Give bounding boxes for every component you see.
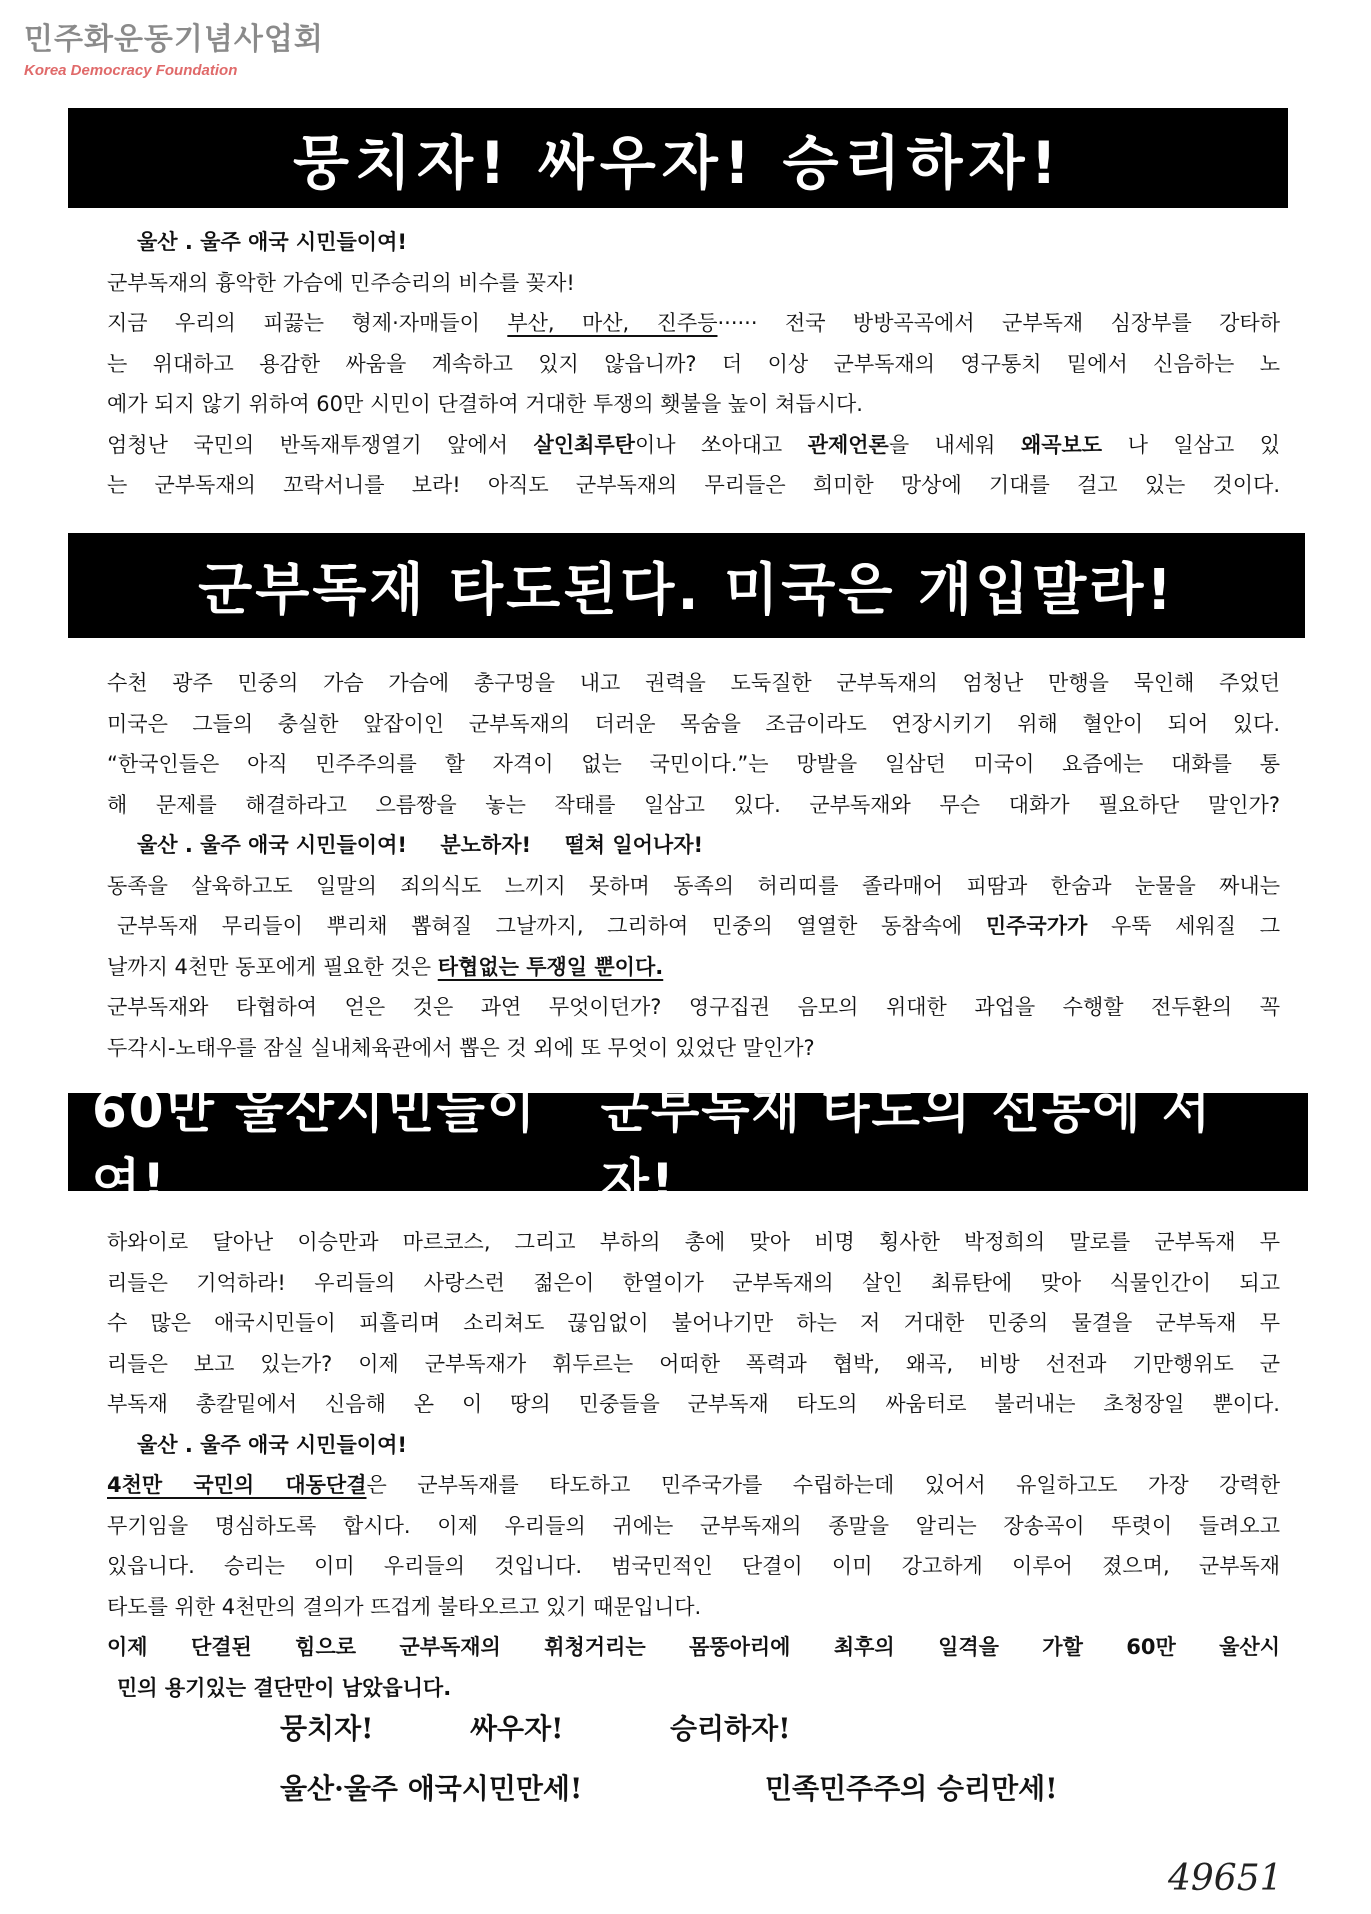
closing-slogan-citizens: 울산·울주 애국시민만세! xyxy=(280,1772,583,1805)
s3-line-12: 민의 용기있는 결단만이 남았읍니다. xyxy=(117,1675,452,1700)
s2-line-5: 울산 . 울주 애국 시민들이여! 분노하자! 떨쳐 일어나자! xyxy=(137,833,704,857)
s3-line-6: 울산 . 울주 애국 시민들이여! xyxy=(137,1432,407,1457)
s3-line-1: 하와이로 달아난 이승만과 마르코스, 그리고 부하의 총에 맞아 비명 횡사한 박정희의 말로를 군부독재 무 xyxy=(107,1230,1280,1254)
s3-line-5: 부독재 총칼밑에서 신음해 온 이 땅의 민중들을 군부독재 타도의 싸움터로 불러내는 초청장일 뿐이다. xyxy=(107,1392,1280,1416)
s1-line-4: 는 위대하고 용감한 싸움을 계속하고 있지 않읍니까? 더 이상 군부독재의 영구통치 밑에서 신음하는 노 xyxy=(107,351,1280,376)
foundation-logo-korean: 민주화운동기념사업회 xyxy=(24,22,324,57)
s2-line-2: 미국은 그들의 충실한 앞잡이인 군부독재의 더러운 목숨을 조금이라도 연장시키기 위해 혈안이 되어 있다. xyxy=(107,711,1280,736)
s2-line-6: 동족을 살육하고도 일말의 죄의식도 느끼지 못하며 동족의 허리띠를 졸라매어 피땀과 한숨과 눈물을 짜내는 xyxy=(107,873,1280,898)
s1-line-3: 지금 우리의 피끓는 형제·자매들이 부산, 마산, 진주등······ 전국 방방곡곡에서 군부독재 심장부를 강타하 xyxy=(107,311,1280,335)
s2-line-7: 군부독재 무리들이 뿌리채 뽑혀질 그날까지, 그리하여 민중의 열열한 동참속에 민주국가가 우뚝 세워질 그 xyxy=(117,914,1280,938)
headline-banner-1 xyxy=(68,108,1288,208)
foundation-logo-english: Korea Democracy Foundation xyxy=(24,62,238,79)
section-1 xyxy=(107,222,1280,506)
s2-line-10: 두각시-노태우를 잠실 실내체육관에서 뽑은 것 외에 또 무엇이 있었단 말인가? xyxy=(107,1035,815,1060)
s3-line-9: 있읍니다. 승리는 이미 우리들의 것입니다. 범국민적인 단결이 이미 강고하게 이루어 졌으며, 군부독재 xyxy=(107,1554,1280,1578)
headline-1-text: 뭉치자! 싸우자! 승리하자! xyxy=(292,129,1064,197)
s3-line-10: 타도를 위한 4천만의 결의가 뜨겁게 불타오르고 있기 때문입니다. xyxy=(107,1594,702,1619)
headline-banner-3 xyxy=(68,1081,1308,1211)
headline-3-left: 60만 울산시민들이여! xyxy=(92,1081,538,1211)
s1-line-6: 엄청난 국민의 반독재투쟁열기 앞에서 살인최루탄이나 쏘아대고 관제언론을 내세워 왜곡보도 나 일삼고 있 xyxy=(107,432,1280,457)
s1-line-1: 울산 . 울주 애국 시민들이여! xyxy=(137,230,407,254)
headline-3-right: 군부독재 타도의 선봉에 서자! xyxy=(600,1081,1213,1211)
s2-line-4: 해 문제를 해결하라고 으름짱을 놓는 작태를 일삼고 있다. 군부독재와 무슨 대화가 필요하단 말인가? xyxy=(107,792,1280,817)
section-3 xyxy=(107,1222,1280,1708)
s1-line-5: 예가 되지 않기 위하여 60만 시민이 단결하여 거대한 투쟁의 횃불을 높이 쳐듭시다. xyxy=(107,392,863,416)
headline-banner-2 xyxy=(68,533,1305,638)
closing-slogan-fight: 싸우자! xyxy=(470,1712,564,1745)
s1-line-7: 는 군부독재의 꼬락서니를 보라! 아직도 군부독재의 무리들은 희미한 망상에 기대를 걸고 있는 것이다. xyxy=(107,473,1280,497)
s2-line-8: 날까지 4천만 동포에게 필요한 것은 타협없는 투쟁일 뿐이다. xyxy=(107,954,664,979)
document-number: 49651 xyxy=(1168,1858,1283,1899)
s3-line-2: 리들은 기억하라! 우리들의 사랑스런 젊은이 한열이가 군부독재의 살인 최류탄에 맞아 식물인간이 되고 xyxy=(107,1270,1280,1295)
closing-slogan-democracy: 민족민주주의 승리만세! xyxy=(765,1772,1058,1805)
closing-slogan-win: 승리하자! xyxy=(670,1712,791,1745)
s3-line-3: 수 많은 애국시민들이 피흘리며 소리쳐도 끊임없이 불어나기만 하는 저 거대한 민중의 물결을 군부독재 무 xyxy=(107,1311,1280,1335)
headline-2-text: 군부독재 타도된다. 미국은 개입말라! xyxy=(198,557,1175,623)
s2-line-3: “한국인들은 아직 민주주의를 할 자격이 없는 국민이다.”는 망발을 일삼던 미국이 요즘에는 대화를 통 xyxy=(107,752,1280,776)
s3-line-4: 리들은 보고 있는가? 이제 군부독재가 휘두르는 어떠한 폭력과 협박, 왜곡, 비방 선전과 기만행위도 군 xyxy=(107,1351,1280,1376)
closing-slogan-unite: 뭉치자! xyxy=(280,1712,374,1745)
s1-underlined-cities: 부산, 마산, 진주등 xyxy=(507,311,718,335)
s2-underlined-phrase: 타협없는 투쟁일 뿐이다. xyxy=(437,954,664,979)
s2-line-1: 수천 광주 민중의 가슴 가슴에 총구멍을 내고 권력을 도둑질한 군부독재의 엄청난 만행을 묵인해 주었던 xyxy=(107,671,1280,695)
s3-line-7: 4천만 국민의 대동단결은 군부독재를 타도하고 민주국가를 수립하는데 있어서 유일하고도 가장 강력한 xyxy=(107,1473,1280,1497)
s3-line-11: 이제 단결된 힘으로 군부독재의 휘청거리는 몸뚱아리에 최후의 일격을 가할 60만 울산시 xyxy=(107,1635,1280,1659)
s1-line-2: 군부독재의 흉악한 가슴에 민주승리의 비수를 꽂자! xyxy=(107,270,575,295)
s3-line-8: 무기임을 명심하도록 합시다. 이제 우리들의 귀에는 군부독재의 종말을 알리는 장송곡이 뚜렷이 들려오고 xyxy=(107,1513,1280,1538)
s2-line-9: 군부독재와 타협하여 얻은 것은 과연 무엇이던가? 영구집권 음모의 위대한 과업을 수행할 전두환의 꼭 xyxy=(107,995,1280,1019)
section-2 xyxy=(107,663,1280,1068)
s3-underlined-phrase: 4천만 국민의 대동단결 xyxy=(107,1473,367,1497)
